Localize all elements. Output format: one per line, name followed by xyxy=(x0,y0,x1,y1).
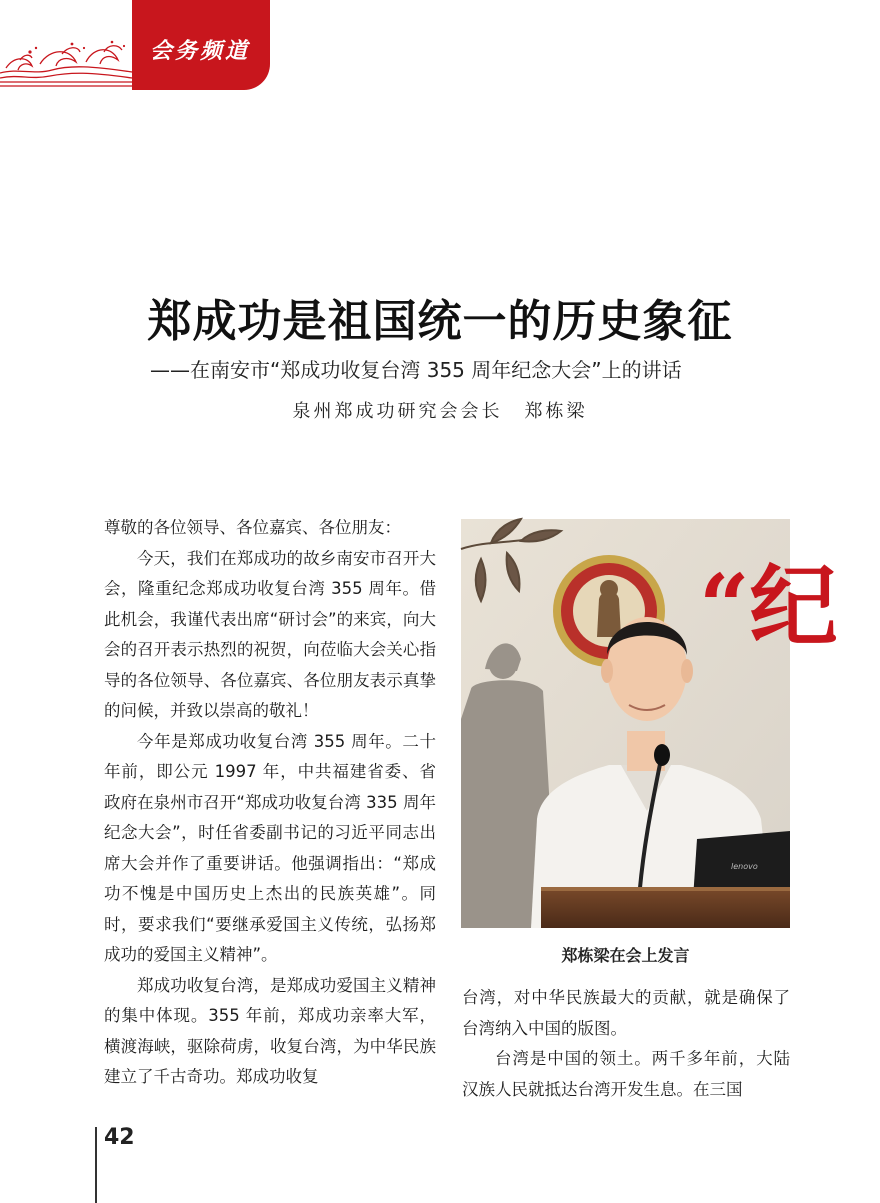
speaker-photo xyxy=(461,519,838,928)
body-paragraph: 尊敬的各位领导、各位嘉宾、各位朋友： xyxy=(104,518,401,537)
footer-rule xyxy=(95,1127,97,1203)
section-label: 会务频道 xyxy=(150,38,251,64)
section-tab xyxy=(132,0,270,90)
body-paragraph: 台湾是中国的领土。两千多年前，大陆汉族人民就抵达台湾开发生息。在三国 xyxy=(462,1049,790,1099)
banner-text: “纪 xyxy=(699,554,838,658)
photo-caption: 郑栋梁在会上发言 xyxy=(561,946,690,965)
body-paragraph: 今天，我们在郑成功的故乡南安市召开大会，隆重纪念郑成功收复台湾 355 周年。借此机会，我谨代表出席“研讨会”的来宾，向大会的召开表示热烈的祝贺，向莅临大会关心指导的各位领导、各位嘉宾、各位朋友表示真挚的问候，并致以崇高的敬礼！ xyxy=(104,548,436,720)
body-column-right xyxy=(462,983,790,1105)
body-paragraph: 今年是郑成功收复台湾 355 周年。二十年前，即公元 1997 年，中共福建省委、省政府在泉州市召开“郑成功收复台湾 335 周年纪念大会”，时任省委副书记的习近平同志出席大会并作了重要讲话。他强调指出：“郑成功不愧是中国历史上杰出的民族英雄”。同时，要求我们“要继承爱国主义传统，弘扬郑成功的爱国主义精神”。 xyxy=(104,731,436,964)
body-column-left xyxy=(104,513,436,1093)
article-subtitle: ——在南安市“郑成功收复台湾 355 周年纪念大会”上的讲话 xyxy=(150,358,682,382)
laptop-brand: lenovo xyxy=(731,862,758,871)
body-paragraph: 郑成功收复台湾，是郑成功爱国主义精神的集中体现。355 年前，郑成功亲率大军，横渡海峡，驱除荷虏，收复台湾，为中华民族建立了千古奇功。郑成功收复 xyxy=(104,975,436,1086)
byline-name: 郑栋梁 xyxy=(524,401,588,422)
page-number: 42 xyxy=(104,1125,135,1150)
wave-ornament-icon xyxy=(0,38,132,88)
article-byline xyxy=(0,397,880,423)
byline-role: 泉州郑成功研究会会长 xyxy=(292,401,503,422)
body-paragraph: 台湾，对中华民族最大的贡献，就是确保了台湾纳入中国的版图。 xyxy=(462,988,790,1038)
article-title: 郑成功是祖国统一的历史象征 xyxy=(147,296,733,347)
